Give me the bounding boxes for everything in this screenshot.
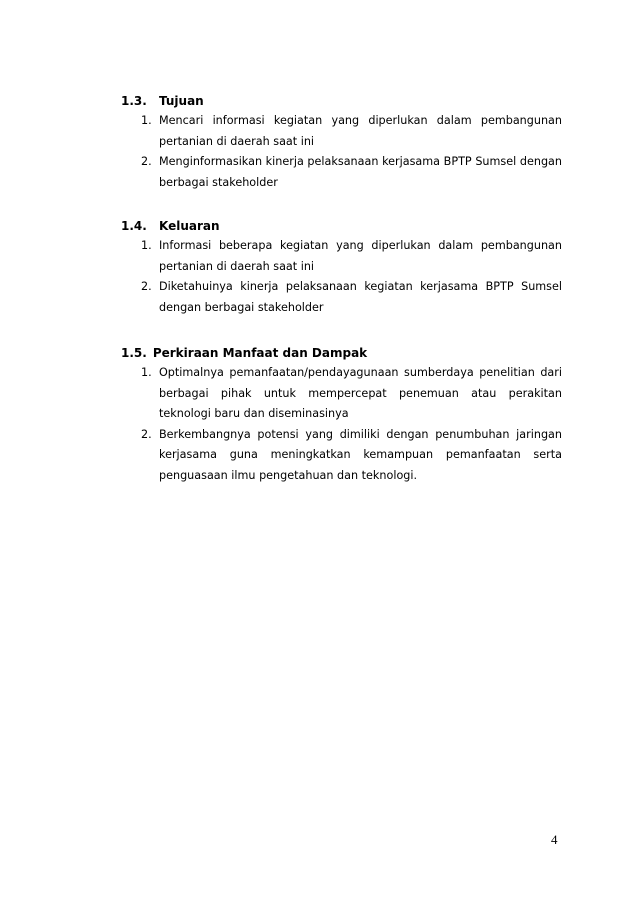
item-text: Mencari informasi kegiatan yang diperlukan dalam pembangunan pertanian di daerah saat ini [159,114,562,148]
section-number: 1.4. [121,219,147,233]
section-number: 1.5. [121,346,147,360]
item-marker: 2. [141,280,152,294]
section-title: Perkiraan Manfaat dan Dampak [152,346,368,360]
section-title: Keluaran [159,219,220,233]
section-manfaat-dampak [121,343,562,487]
item-text: Optimalnya pemanfaatan/pendayagunaan sumberdaya penelitian dari berbagai pihak untuk mempercepat penemuan atau perakitan teknologi baru dan diseminasinya [159,366,562,421]
item-marker: 2. [141,155,152,169]
section-heading [121,91,562,111]
item-marker: 2. [141,427,152,441]
item-marker: 1. [141,366,152,379]
list-item [121,152,562,193]
item-text: Diketahuinya kinerja pelaksanaan kegiatan kerjasama BPTP Sumsel dengan berbagai stakeholder [159,280,562,314]
section-title: Tujuan [159,94,204,108]
item-marker: 1. [141,239,152,252]
page-number: 4 [551,832,558,847]
section-keluaran [121,216,562,318]
list-item [121,363,562,425]
item-text: Informasi beberapa kegiatan yang diperlukan dalam pembangunan pertanian di daerah saat ini [159,239,562,273]
list-item [121,111,562,152]
item-list [121,111,562,193]
item-text: Menginformasikan kinerja pelaksanaan kerjasama BPTP Sumsel dengan berbagai stakeholder [159,155,562,189]
section-heading [121,343,562,363]
section-heading [121,216,562,236]
item-text: Berkembangnya potensi yang dimiliki dengan penumbuhan jaringan kerjasama guna meningkatkan kemampuan pemanfaatan serta penguasaan ilmu pengetahuan dan teknologi. [159,427,562,482]
list-item [121,425,562,487]
section-tujuan [121,91,562,193]
item-marker: 1. [141,114,152,127]
item-list [121,236,562,318]
list-item [121,277,562,318]
list-item [121,236,562,277]
section-number: 1.3. [121,94,147,108]
item-list [121,363,562,487]
